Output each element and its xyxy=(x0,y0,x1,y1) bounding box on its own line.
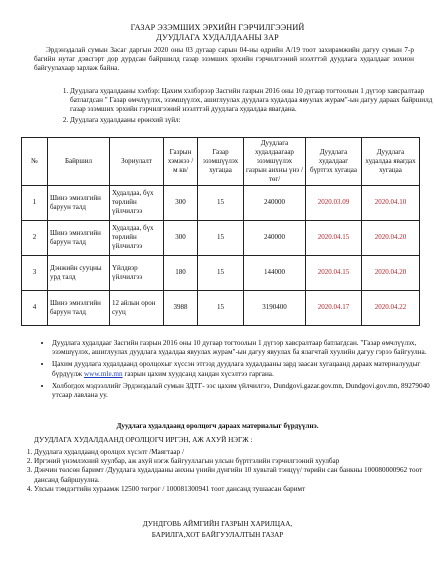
numbered-item-text: Дуудлага худалдааны ерөнхий зүйл: xyxy=(70,115,181,124)
cell-term: 15 xyxy=(198,185,244,220)
table-row xyxy=(22,185,420,220)
cell-registration-date: 2020.04.17 xyxy=(306,290,362,325)
cell-price: 240000 xyxy=(244,185,306,220)
requirement-text: Дэнчин төлсөн баримт /Дуудлага худалдааны анхны үнийн дүнгийн 10 хувьтай тэнцүү/ төрийн сан банкны 100080000962 тоот дансанд байршуулна. xyxy=(34,466,423,484)
info-bullet-list xyxy=(34,339,430,403)
cell-purpose: 12 айлын орон сууц xyxy=(110,290,164,325)
announcement-title-line1: ГАЗАР ЭЗЭМШИХ ЭРХИЙН ГЭРЧИЛГЭЭНИЙ xyxy=(130,23,305,32)
cell-term: 15 xyxy=(198,255,244,290)
materials-heading: Дуудлага худалдаанд оролцогч дараах материалыг бүрдүүлнэ. xyxy=(116,422,319,430)
cell-registration-date: 2020.04.15 xyxy=(306,220,362,255)
header-purpose: Зориулалт xyxy=(110,138,164,186)
cell-number: 3 xyxy=(22,255,48,290)
info-bullet-item xyxy=(52,382,430,400)
cell-size: 180 xyxy=(164,255,198,290)
footer-line1: ДУНДГОВЬ АЙМГИЙН ГАЗРЫН ХАРИЛЦАА, xyxy=(142,520,293,528)
mle-website-link[interactable]: www.mle.mn xyxy=(83,369,123,378)
numbered-list xyxy=(34,87,435,126)
requirement-text: Улсын тэмдэгтийн хураамж 12500 төгрөг / 100081300941 тоот дансанд тушаасан баримт xyxy=(34,484,306,493)
cell-price: 3190400 xyxy=(244,290,306,325)
cell-price: 240000 xyxy=(244,220,306,255)
requirement-item xyxy=(34,448,432,457)
cell-location: Шинэ эмнэлгийн баруун талд xyxy=(48,220,110,255)
info-bullet-item xyxy=(52,339,430,357)
cell-size: 3988 xyxy=(164,290,198,325)
info-bullet-text: Холбогдох мэдээллийг Эрдэнэдалай сумын ЗДТГ- ээс цахим үйлчилгээ, Dundgovi.gazar.gov.mn, Dundgovi.gov.mn, 89279040 утсаар лавлана уу. xyxy=(52,381,430,400)
requirement-item xyxy=(34,466,432,484)
header-number: № xyxy=(22,138,48,186)
auction-table xyxy=(21,137,420,326)
cell-number: 1 xyxy=(22,185,48,220)
cell-term: 15 xyxy=(198,220,244,255)
table-row xyxy=(22,255,420,290)
info-bullet-text-start: Цахим дуудлага худалдаанд оролцохыг хүссэн этгээд дуудлага худалдааны зард заасан хугацаанд дараах материалуудыг бүрдүүлж xyxy=(52,360,421,378)
cell-term: 15 xyxy=(198,290,244,325)
cell-location: Шинэ эмнэлгийн баруун талд xyxy=(48,185,110,220)
footer-line2: БАРИЛГА,ХОТ БАЙГУУЛАЛТЫН ГАЗАР xyxy=(151,531,284,539)
table-row xyxy=(22,220,420,255)
requirements-title: ДУУДЛАГА ХУДАЛДААНД ОРОЛЦОГЧ ИРГЭН, АЖ АХУЙ НЭГЖ : xyxy=(34,436,253,444)
cell-price: 144000 xyxy=(244,255,306,290)
numbered-item-text: Дуудлага худалдааны хэлбэр: Цахим хэлбэрээр Засгийн газрын 2016 оны 10 дугаар тогтоолын 1 дүгээр хавсралтаар батлагдсан " Газар өмчлүүлэх, эзэмшүүлэх, ашиглуулах дуудлага худалдаа явуулах журам"-ын дагуу дараах байршилд газар эзэмших эрхийн гэрчилгээний нээлттэй дуудлага худалдаа явагдана. xyxy=(70,87,433,114)
info-bullet-text-end: газрын цахим хуудсанд хандан хүсэлтээ гаргана. xyxy=(122,369,274,378)
header-size: Газрын хэмжээ /м кв/ xyxy=(164,138,198,186)
table-header-row xyxy=(22,138,420,186)
cell-registration-date: 2020.04.15 xyxy=(306,255,362,290)
header-registration-period: Дуудлага худалдааг бүртгэх хугацаа xyxy=(306,138,362,186)
cell-size: 300 xyxy=(164,220,198,255)
cell-purpose: Үйлдвэр үйлчилгээ xyxy=(110,255,164,290)
numbered-item xyxy=(70,116,435,125)
intro-paragraph: Эрдэнэдалай сумын Засаг даргын 2020 оны 03 дугаар сарын 04-ны өдрийн А/19 тоот захирамжийн дагуу сумын 7-р багийн нутаг дэвсгэрт дор дурдсан байршилд газар эзэмших эрхийн гэрчилгээний нээлттэй дуудлага худалдааг зохион байгуулахаар зарлаж байна. xyxy=(34,46,414,73)
requirement-item xyxy=(34,457,432,466)
cell-auction-date: 2020.04.20 xyxy=(362,255,420,290)
requirement-item xyxy=(34,485,432,494)
header-auction-period: Дуудлага худалдаа явагдах хугацаа xyxy=(362,138,420,186)
cell-number: 4 xyxy=(22,290,48,325)
cell-purpose: Худалдаа, бүх төрлийн үйлчилгээ xyxy=(110,185,164,220)
cell-auction-date: 2020.04.10 xyxy=(362,185,420,220)
cell-location: Шинэ эмнэлгийн баруун талд xyxy=(48,290,110,325)
cell-auction-date: 2020.04.20 xyxy=(362,220,420,255)
info-bullet-item xyxy=(52,360,430,378)
info-bullet-text: Дуудлага худалдааг Засгийн газрын 2016 оны 10 дугаар тогтоолын 1 дүгээр хавсралтаар батлагдсан. "Газар өмчлүүлэх, эзэмшүүлэх, ашиглуулах дуудлага худалдаа явуулах журам"-ын дагуу явуулах ба ялагчтай хуулийн дагуу гэрээ байгуулна. xyxy=(52,339,427,357)
header-term: Газар эзэмшүүлэх хугацаа xyxy=(198,138,244,186)
header-price: Дуудлага худалдаагаар эзэмшүүлэх газрын анхны үнэ /төг/ xyxy=(244,138,306,186)
header-location: Байршил xyxy=(48,138,110,186)
requirement-text: Дуудлага худалдаанд оролцох хүсэлт /Маягтаар / xyxy=(34,448,184,456)
cell-number: 2 xyxy=(22,220,48,255)
cell-purpose: Худалдаа, бүх төрлийн үйлчилгээ xyxy=(110,220,164,255)
requirement-text: Иргэний үнэмлэхний хуулбар, аж ахуй нэгж байгууллагын улсын бүртгэлийн гэрчилгээний хуулбар xyxy=(34,457,340,466)
numbered-item xyxy=(70,87,435,115)
cell-registration-date: 2020.03.09 xyxy=(306,185,362,220)
requirements-list xyxy=(16,448,432,494)
announcement-title-line2: ДУУДЛАГА ХУДАЛДААНЫ ЗАР xyxy=(156,33,279,42)
cell-location: Дэнжийн сууцны урд талд xyxy=(48,255,110,290)
cell-auction-date: 2020.04.22 xyxy=(362,290,420,325)
table-row xyxy=(22,290,420,325)
cell-size: 300 xyxy=(164,185,198,220)
